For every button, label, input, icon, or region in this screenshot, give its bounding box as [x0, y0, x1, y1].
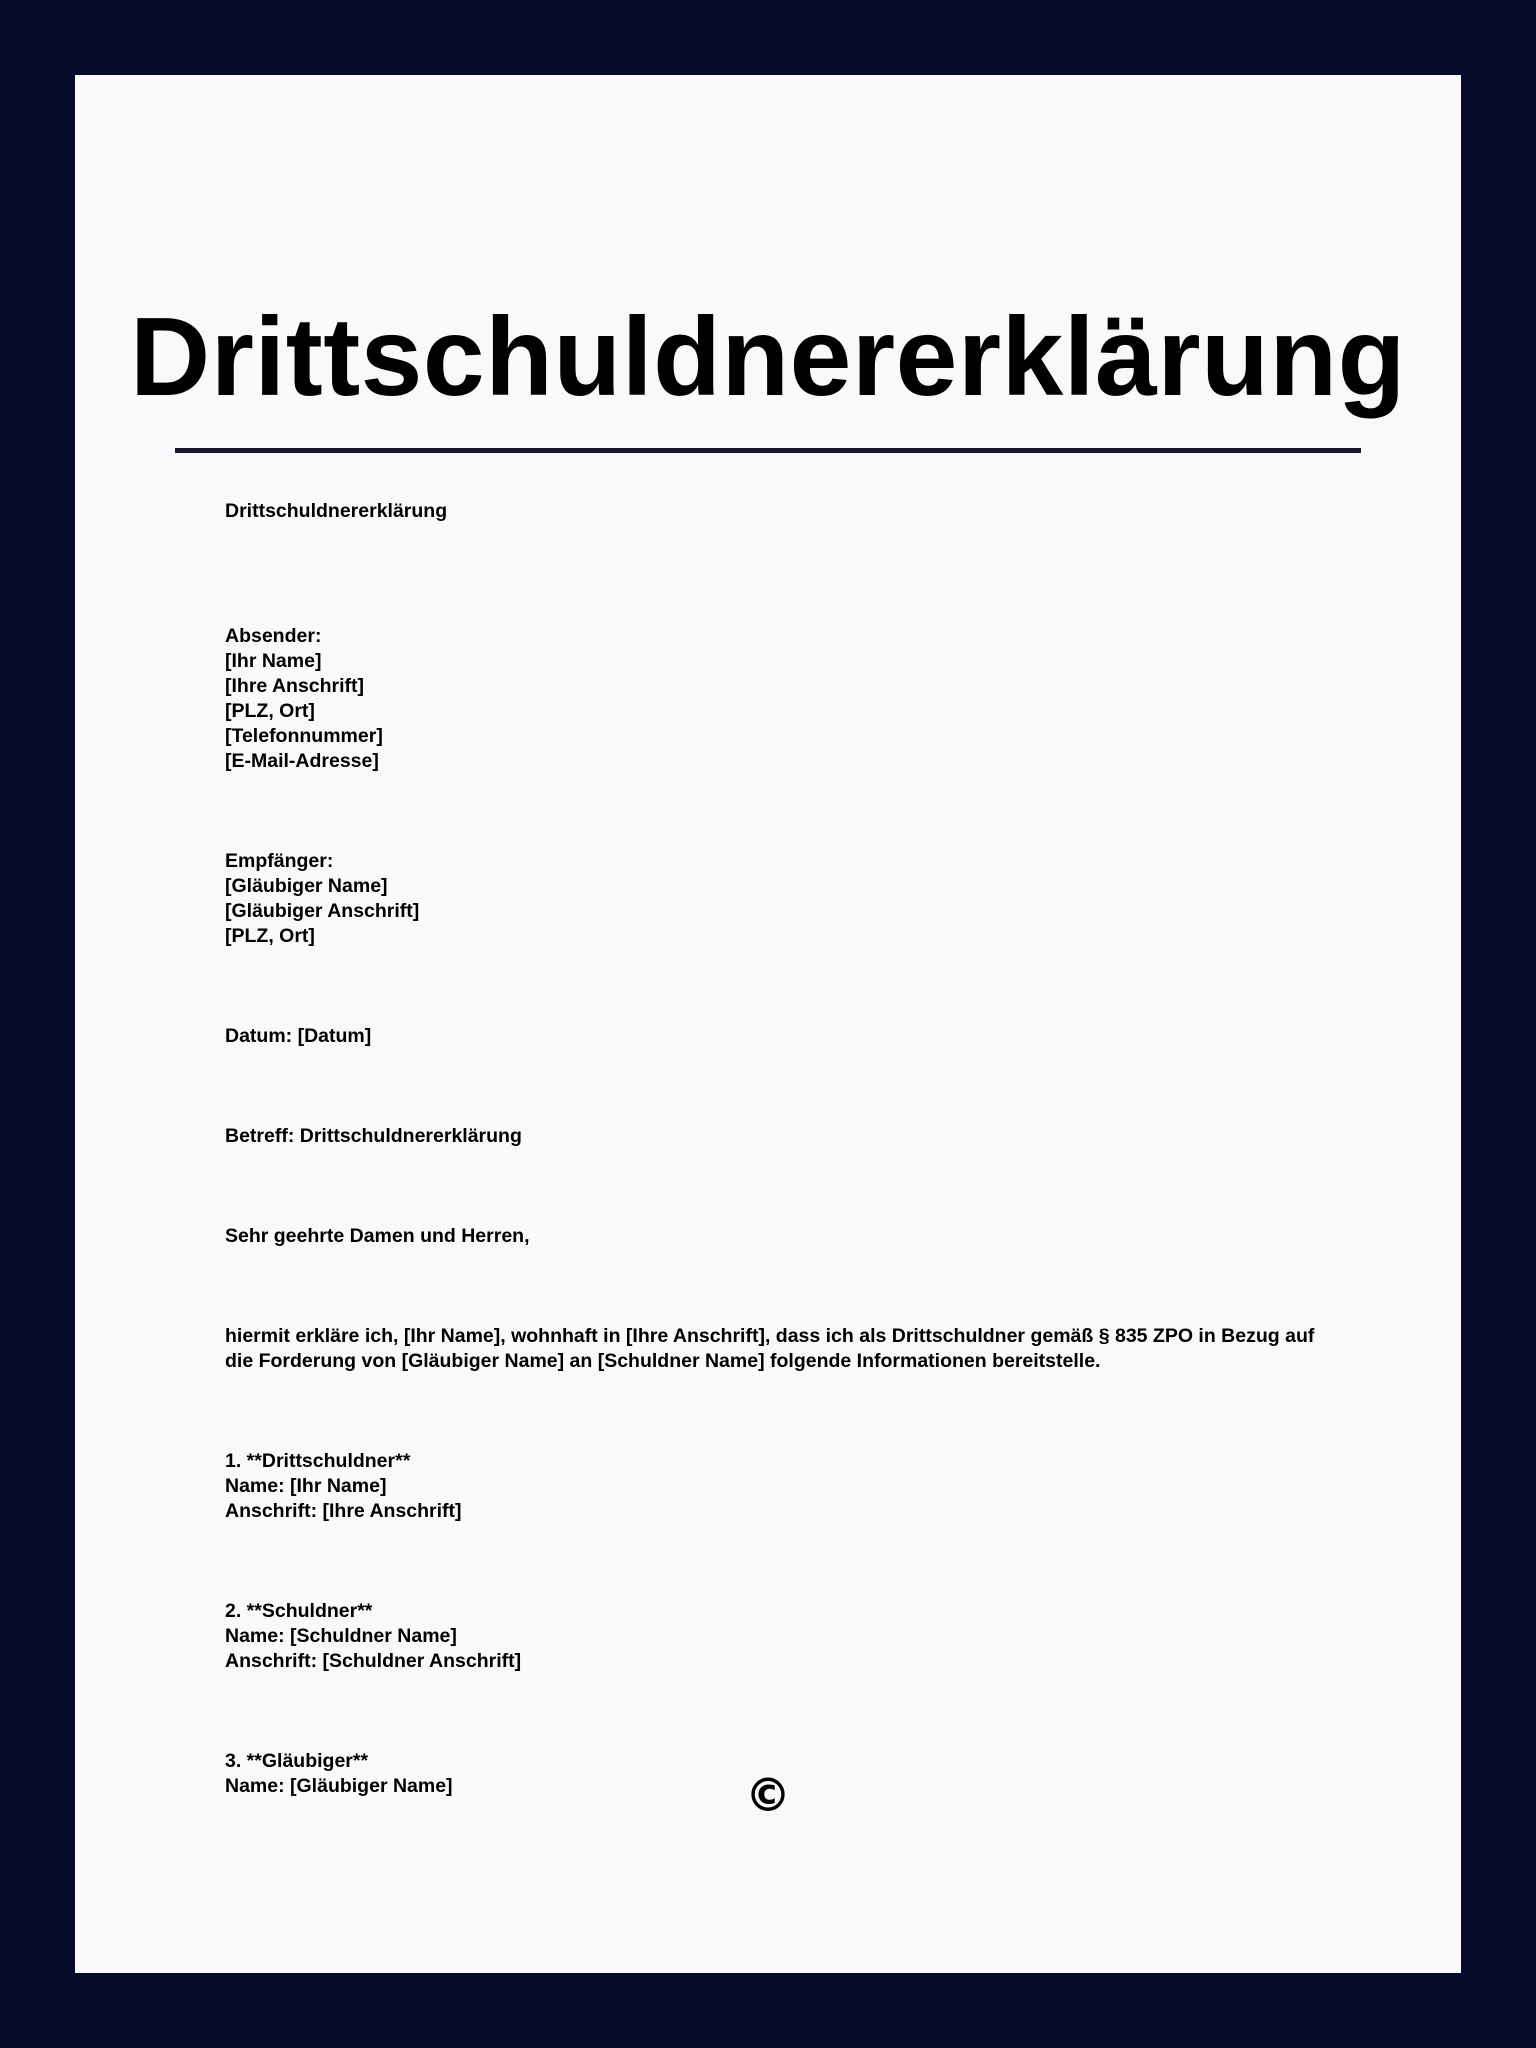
sender-line: [Ihr Name] [225, 650, 322, 672]
section-line: Name: [Schuldner Name] [225, 1625, 457, 1647]
section-line: Anschrift: [Schuldner Anschrift] [225, 1650, 522, 1672]
sender-line: [Telefonnummer] [225, 725, 383, 747]
section-drittschuldner [225, 1449, 462, 1524]
section-schuldner [225, 1599, 521, 1674]
intro-paragraph [225, 1324, 1365, 1374]
letter-subheading: Drittschuldnererklärung [225, 500, 448, 522]
section-line: Name: [Gläubiger Name] [225, 1775, 453, 1797]
recipient-line: [Gläubiger Name] [225, 875, 388, 897]
sender-block [225, 624, 383, 774]
recipient-block [225, 849, 419, 949]
title-divider [175, 448, 1361, 453]
intro-line: hiermit erkläre ich, [Ihr Name], wohnhaft in [Ihre Anschrift], dass ich als Drittschuldner gemäß § 835 ZPO in Bezug auf [225, 1325, 1315, 1347]
section-line: Name: [Ihr Name] [225, 1475, 387, 1497]
section-line: Anschrift: [Ihre Anschrift] [225, 1500, 462, 1522]
salutation: Sehr geehrte Damen und Herren, [225, 1225, 530, 1247]
recipient-line: [PLZ, Ort] [225, 925, 315, 947]
sender-line: [PLZ, Ort] [225, 700, 315, 722]
recipient-line: [Gläubiger Anschrift] [225, 900, 420, 922]
sender-line: Absender: [225, 625, 322, 647]
document-page [75, 75, 1461, 1973]
sender-line: [Ihre Anschrift] [225, 675, 365, 697]
document-title: Drittschuldnererklärung [130, 295, 1406, 419]
section-heading: 3. **Gläubiger** [225, 1750, 369, 1772]
intro-line: die Forderung von [Gläubiger Name] an [Schuldner Name] folgende Informationen bereitstelle. [225, 1350, 1101, 1372]
section-heading: 1. **Drittschuldner** [225, 1450, 411, 1472]
copyright-icon: © [745, 1768, 791, 1822]
date-line: Datum: [Datum] [225, 1025, 372, 1047]
recipient-line: Empfänger: [225, 850, 334, 872]
subject-line: Betreff: Drittschuldnererklärung [225, 1125, 522, 1147]
sender-line: [E-Mail-Adresse] [225, 750, 379, 772]
section-heading: 2. **Schuldner** [225, 1600, 373, 1622]
